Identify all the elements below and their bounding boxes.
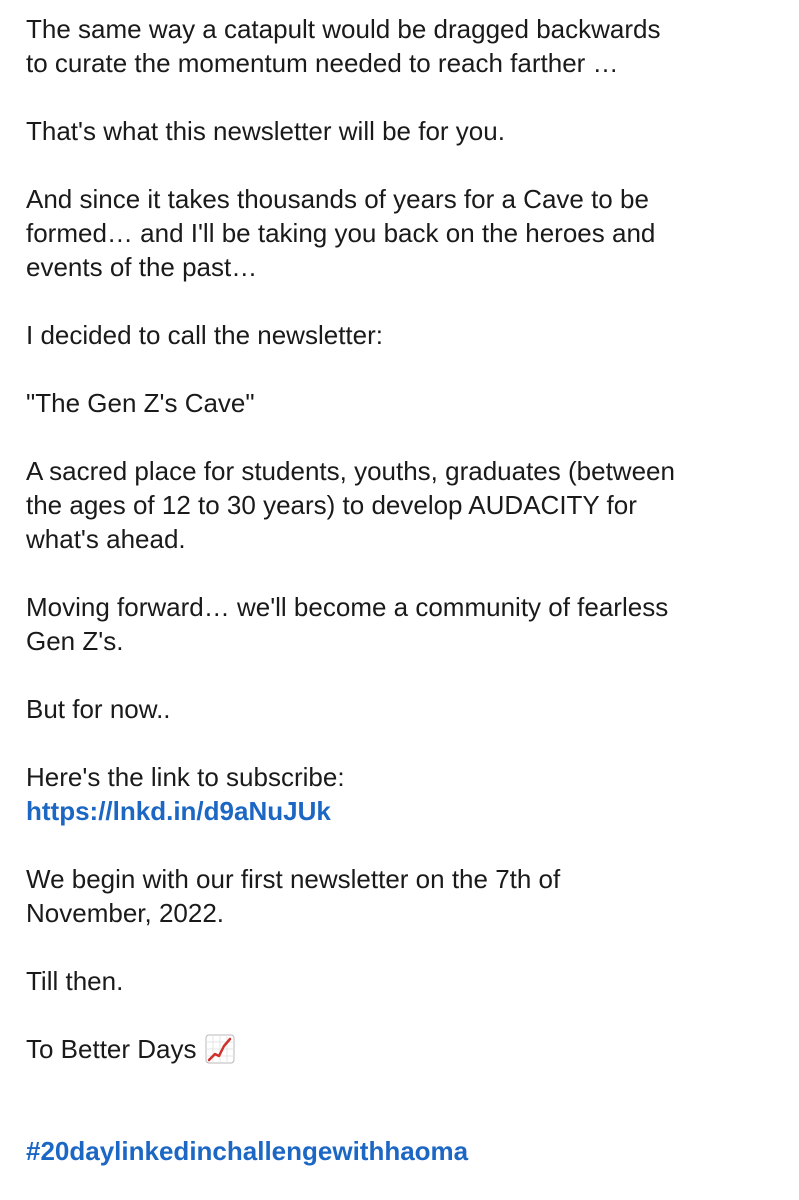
hashtag-link[interactable]: #20daylinkedinchallengewithhaoma (26, 1136, 469, 1166)
post-text-line: Moving forward… we'll become a community of fearless (26, 592, 669, 622)
post-text-line: And since it takes thousands of years for a Cave to be (26, 184, 649, 214)
post-text-line: We begin with our first newsletter on the 7th of (26, 864, 561, 894)
signoff-text: To Better Days (26, 1034, 197, 1064)
post-text-line: to curate the momentum needed to reach farther … (26, 48, 619, 78)
signoff-line (26, 1032, 786, 1066)
post-text-line: formed… and I'll be taking you back on the heroes and (26, 218, 656, 248)
post-text-line: The same way a catapult would be dragged backwards (26, 14, 661, 44)
post-text-line: A sacred place for students, youths, graduates (between (26, 456, 675, 486)
subscribe-link[interactable]: https://lnkd.in/d9aNuJUk (26, 796, 331, 826)
post-text-line: the ages of 12 to 30 years) to develop AUDACITY for (26, 490, 637, 520)
post-text-line: But for now.. (26, 694, 171, 724)
post-text-line: Till then. (26, 966, 124, 996)
post-text-line: Gen Z's. (26, 626, 124, 656)
post-text-line: events of the past… (26, 252, 258, 282)
post-body (26, 12, 786, 1168)
subscribe-link-line (26, 794, 786, 828)
post-text-line: what's ahead. (26, 524, 186, 554)
newsletter-name: "The Gen Z's Cave" (26, 388, 255, 418)
post-text-line: That's what this newsletter will be for you. (26, 116, 505, 146)
post-text-line: I decided to call the newsletter: (26, 320, 383, 350)
hashtag-line (26, 1134, 786, 1168)
post-text-line: Here's the link to subscribe: (26, 762, 345, 792)
post-text-line: November, 2022. (26, 898, 225, 928)
chart-increasing-icon (205, 1034, 235, 1064)
